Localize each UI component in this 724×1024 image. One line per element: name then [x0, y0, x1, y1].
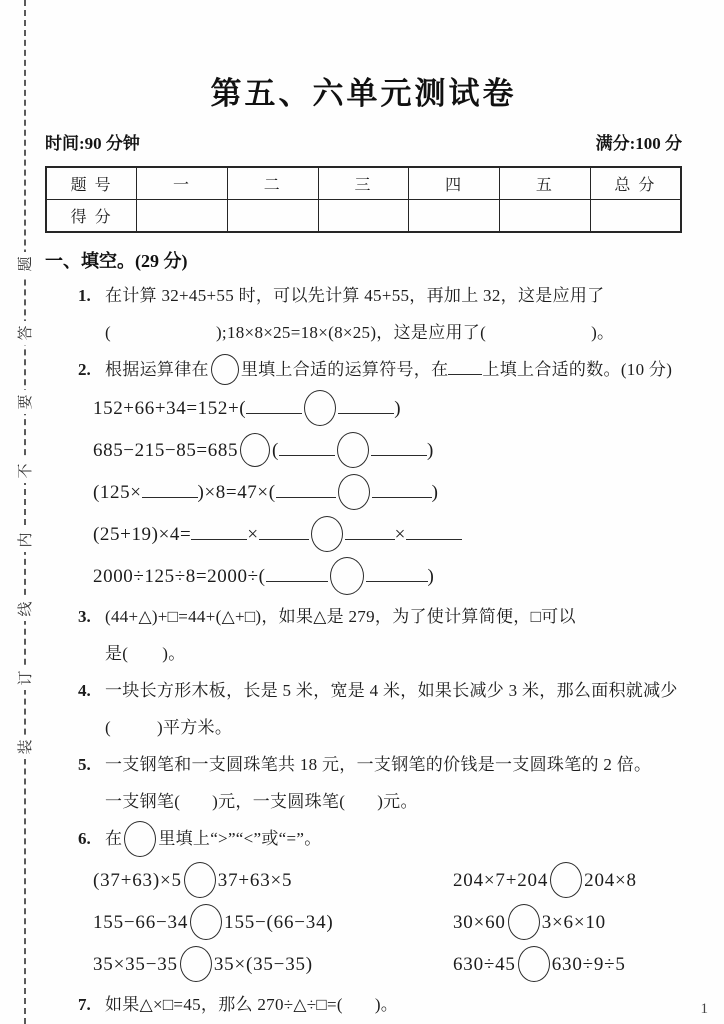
operator-circle [124, 821, 156, 857]
blank-underline [276, 495, 336, 498]
page-number: 1 [700, 1001, 708, 1017]
formula-text: 155−(66−34) [224, 911, 334, 933]
binding-dashed-line [24, 0, 26, 1024]
question-line [105, 986, 682, 1023]
binding-char: 不 [14, 459, 38, 483]
formula-text: );18×8×25=18×(8×25)，这是应用了( [215, 323, 487, 342]
answer-gap [128, 657, 162, 659]
formula-text: 30×60 [453, 911, 506, 933]
blank-underline [266, 579, 328, 582]
binding-char: 装 [14, 735, 38, 759]
formula-text: 2000÷125÷8=2000÷( [93, 566, 266, 588]
formula-text: )×8=47×( [197, 482, 276, 504]
binding-char: 内 [14, 528, 38, 552]
comparison-row [93, 860, 682, 902]
score-cell-empty [227, 200, 318, 233]
score-row-label: 得 分 [46, 200, 137, 233]
operator-circle [240, 433, 270, 467]
formula-text: 204×7+204 [453, 869, 549, 891]
comparison-cell [453, 902, 606, 944]
operator-circle [180, 946, 212, 982]
score-table-col-5: 五 [500, 167, 591, 200]
score-cell-empty [500, 200, 591, 233]
comparison-cell [93, 944, 453, 986]
operator-circle [211, 354, 239, 385]
blank-underline [371, 453, 427, 456]
formula-text: 一块长方形木板，长是 5 米，宽是 4 米，如果长减少 3 米，那么面积就减少 [105, 681, 678, 701]
exam-info-row [45, 129, 682, 154]
question [45, 672, 682, 746]
operator-circle [311, 516, 343, 552]
question-line [105, 598, 682, 635]
score-cell-empty [318, 200, 409, 233]
question-number: 6. [78, 829, 91, 849]
binding-char: 要 [14, 390, 38, 414]
formula-text: ) [431, 482, 439, 504]
formula-text: 是( [105, 644, 129, 664]
question [45, 986, 682, 1023]
time-label: 时间:90 分钟 [45, 134, 140, 153]
formula-text: 如果△×□=45，那么 270÷△÷□=( [105, 994, 343, 1014]
equation-line [93, 514, 682, 556]
answer-gap [486, 336, 591, 338]
question [45, 746, 682, 820]
question [45, 351, 682, 598]
operator-circle [550, 862, 582, 898]
formula-text: 里填上“>”“<”或“=”。 [158, 829, 322, 849]
full-score-label: 满分:100 分 [595, 134, 682, 153]
blank-underline [366, 579, 428, 582]
question-number: 1. [78, 286, 91, 305]
formula-text: (44+△)+□=44+(△+□)，如果△是 279，为了使计算简便，□可以 [105, 607, 576, 627]
score-cell-empty [409, 200, 500, 233]
formula-text: ) [427, 566, 435, 588]
equation-line [93, 472, 682, 514]
question-line [105, 783, 682, 820]
equation-line [93, 430, 682, 472]
operator-circle [518, 946, 550, 982]
formula-text: (125× [93, 482, 142, 504]
answer-gap [111, 336, 216, 338]
formula-text: ( [105, 718, 111, 738]
operator-circle [184, 862, 216, 898]
question-line [105, 351, 682, 388]
score-table-col-4: 四 [409, 167, 500, 200]
section-heading: 一、填空。(29 分) [45, 251, 188, 271]
question-line [105, 709, 682, 746]
question-number: 3. [78, 607, 91, 627]
score-table-col-1: 一 [137, 167, 228, 200]
blank-underline [279, 453, 335, 456]
question-line [105, 672, 682, 709]
formula-text: )元，一支圆珠笔( [212, 792, 346, 812]
blank-underline [246, 411, 302, 414]
score-table-score-row [46, 200, 681, 233]
comparison-cell [93, 902, 453, 944]
formula-text: 3×6×10 [541, 911, 606, 933]
formula-text: 630÷9÷5 [551, 953, 626, 975]
question [45, 277, 682, 351]
question-line [105, 820, 682, 860]
answer-gap [343, 1008, 375, 1010]
formula-text: 上填上合适的数。(10 分) [482, 360, 673, 379]
operator-circle [338, 474, 370, 510]
formula-text: ) [426, 440, 434, 462]
answer-gap [345, 805, 377, 807]
question-number: 4. [78, 681, 91, 701]
formula-text: 155−66−34 [93, 911, 189, 933]
operator-circle [304, 390, 336, 426]
formula-text: ( [105, 323, 111, 342]
comparison-cell [93, 860, 453, 902]
question-line [105, 746, 682, 783]
formula-text: 630÷45 [453, 953, 516, 975]
formula-text: 152+66+34=152+( [93, 398, 247, 420]
score-cell-empty [590, 200, 681, 233]
score-table-col-3: 三 [318, 167, 409, 200]
answer-gap [180, 805, 212, 807]
blank-underline [142, 495, 198, 498]
blank-underline [259, 537, 309, 540]
formula-text: 在 [105, 829, 123, 849]
score-table-col-2: 二 [227, 167, 318, 200]
question-number: 5. [78, 755, 91, 775]
operator-circle [337, 432, 369, 468]
formula-text: )平方米。 [156, 718, 233, 738]
comparison-row [93, 944, 682, 986]
formula-text: 204×8 [584, 869, 637, 891]
question-line [105, 635, 682, 672]
question-line [105, 314, 682, 351]
binding-char: 答 [14, 321, 38, 345]
sub-equations [93, 388, 682, 598]
binding-char: 订 [14, 666, 38, 690]
comparison-cell [453, 944, 626, 986]
questions [45, 277, 682, 1023]
comparison-cell [453, 860, 637, 902]
formula-text: )元。 [377, 792, 418, 812]
formula-text: )。 [374, 994, 399, 1014]
blank-underline [191, 537, 247, 540]
question [45, 820, 682, 986]
formula-text: (37+63)×5 [93, 869, 182, 891]
formula-text: 一支钢笔( [105, 792, 181, 812]
equation-line [93, 388, 682, 430]
operator-circle [508, 904, 540, 940]
formula-text: ( [272, 440, 279, 462]
page-content [45, 58, 682, 1023]
formula-text: 35×35−35 [93, 953, 178, 975]
formula-text: × [394, 524, 406, 546]
formula-text: 根据运算律在 [105, 360, 209, 379]
formula-text: 685−215−85=685 [93, 440, 239, 462]
formula-text: 一支钢笔和一支圆珠笔共 18 元，一支钢笔的价钱是一支圆珠笔的 2 倍。 [105, 755, 652, 775]
formula-text: 里填上合适的运算符号，在 [240, 360, 449, 379]
formula-text: 35×(35−35) [213, 953, 313, 975]
blank-underline [448, 372, 482, 375]
answer-gap [111, 731, 157, 733]
page-title: 第五、六单元测试卷 [210, 76, 517, 111]
comparison-grid [93, 860, 682, 986]
formula-text: (25+19)×4= [93, 524, 192, 546]
score-table-col-label: 题 号 [46, 167, 137, 200]
blank-underline [372, 495, 432, 498]
question [45, 598, 682, 672]
formula-text: 在计算 32+45+55 时，可以先计算 45+55，再加上 32，这是应用了 [105, 286, 605, 305]
equation-line [93, 556, 682, 598]
binding-char: 线 [14, 597, 38, 621]
score-cell-empty [137, 200, 228, 233]
question-number: 2. [78, 360, 91, 379]
question-line [105, 277, 682, 314]
question-number: 7. [78, 994, 91, 1014]
blank-underline [406, 537, 462, 540]
formula-text: )。 [591, 323, 615, 342]
formula-text: )。 [162, 644, 186, 664]
score-table-col-total: 总 分 [590, 167, 681, 200]
binding-char: 题 [14, 252, 38, 276]
formula-text: 37+63×5 [217, 869, 293, 891]
operator-circle [190, 904, 222, 940]
formula-text: ) [394, 398, 402, 420]
blank-underline [338, 411, 394, 414]
operator-circle [330, 557, 364, 595]
blank-underline [345, 537, 395, 540]
score-table-header-row [46, 167, 681, 200]
score-table [45, 166, 682, 233]
formula-text: × [247, 524, 259, 546]
comparison-row [93, 902, 682, 944]
